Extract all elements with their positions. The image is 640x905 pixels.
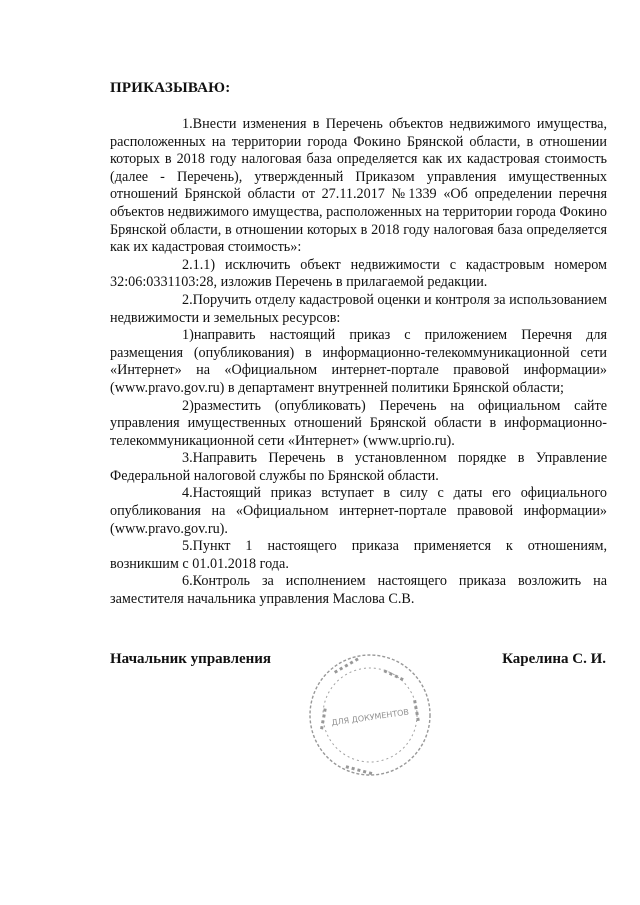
paragraph-6	[110, 450, 607, 485]
paragraph-number: 2.	[182, 291, 193, 308]
paragraph-number: 3.	[182, 450, 193, 467]
paragraph-text: разместить (опубликовать) Перечень на официальном сайте управления имущественных отношений Брянской области в информационно-телекоммуникационной сети «Интернет» (www.uprio.ru).	[110, 397, 607, 449]
svg-text:▪ ▪ ▪ ▪ ▪: ▪ ▪ ▪ ▪ ▪	[344, 763, 374, 778]
paragraph-number: 4.	[182, 485, 193, 502]
paragraph-number: 1)	[182, 327, 194, 344]
paragraph-2	[110, 257, 607, 292]
paragraph-number: 2)	[182, 397, 194, 414]
paragraph-number: 5.	[182, 538, 193, 555]
paragraph-9	[110, 573, 607, 608]
paragraph-text: Пункт 1 настоящего приказа применяется к отношениям, возникшим с 01.01.2018 года.	[110, 538, 607, 572]
paragraph-text: направить настоящий приказ с приложением Перечня для размещения (опубликования) в информационно-телекоммуникационной сети «Интернет» на «Официальном интернет-портале правовой информации» (www.pravo.gov.ru) в департамент внутренней политики Брянской области;	[110, 327, 607, 396]
official-stamp	[305, 650, 435, 780]
paragraph-text: Направить Перечень в установленном порядке в Управление Федеральной налоговой службы по Брянской области.	[110, 450, 607, 484]
svg-text:▪ ▪ ▪ ▪: ▪ ▪ ▪ ▪	[318, 707, 329, 731]
svg-text:▪ ▪ ▪ ▪: ▪ ▪ ▪ ▪	[382, 667, 406, 684]
paragraph-text: Контроль за исполнением настоящего приказа возложить на заместителя начальника управления Маслова С.В.	[110, 573, 607, 608]
paragraph-number: 1.	[182, 116, 193, 132]
order-body	[110, 116, 607, 609]
paragraph-8	[110, 538, 607, 573]
paragraph-1	[110, 116, 607, 257]
paragraph-number: 6.	[182, 573, 193, 590]
stamp-text: ДЛЯ ДОКУМЕНТОВ	[330, 707, 410, 728]
paragraph-text: Настоящий приказ вступает в силу с даты его официального опубликования на «Официальном интернет-портале правовой информации» (www.pravo.gov.ru).	[110, 485, 607, 537]
svg-text:▪ ▪ ▪ ▪: ▪ ▪ ▪ ▪	[411, 699, 422, 723]
signature-position: Начальник управления	[110, 651, 272, 667]
paragraph-4	[110, 327, 607, 397]
paragraph-7	[110, 485, 607, 538]
svg-text:▪ ▪ ▪ ▪ ▪: ▪ ▪ ▪ ▪ ▪	[332, 655, 361, 676]
signature-name: Карелина С. И.	[502, 651, 606, 667]
paragraph-text: 1.1) исключить объект недвижимости с кадастровым номером 32:06:0331103:28, изложив Перечень в прилагаемой редакции.	[110, 256, 607, 291]
paragraph-text: Поручить отделу кадастровой оценки и контроля за использованием недвижимости и земельных ресурсов:	[110, 291, 607, 326]
paragraph-3	[110, 292, 607, 327]
paragraph-5	[110, 398, 607, 451]
paragraph-number: 2.	[182, 256, 193, 273]
paragraph-text: Внести изменения в Перечень объектов недвижимого имущества, расположенных на территории города Фокино Брянской области, в отношении которых в 2018 году налоговая база определяется как их кадастровая стоимость (далее - Перечень), утвержденный Приказом управления имущественных отношений Брянской области от 27.11.2017 №1339 «Об определении перечня объектов недвижимого имущества, расположенных на территории города Фокино Брянской области, в отношении которых в 2018 году налоговая база определяется как их кадастровая стоимость»:	[110, 116, 607, 256]
order-heading: ПРИКАЗЫВАЮ:	[110, 80, 231, 96]
